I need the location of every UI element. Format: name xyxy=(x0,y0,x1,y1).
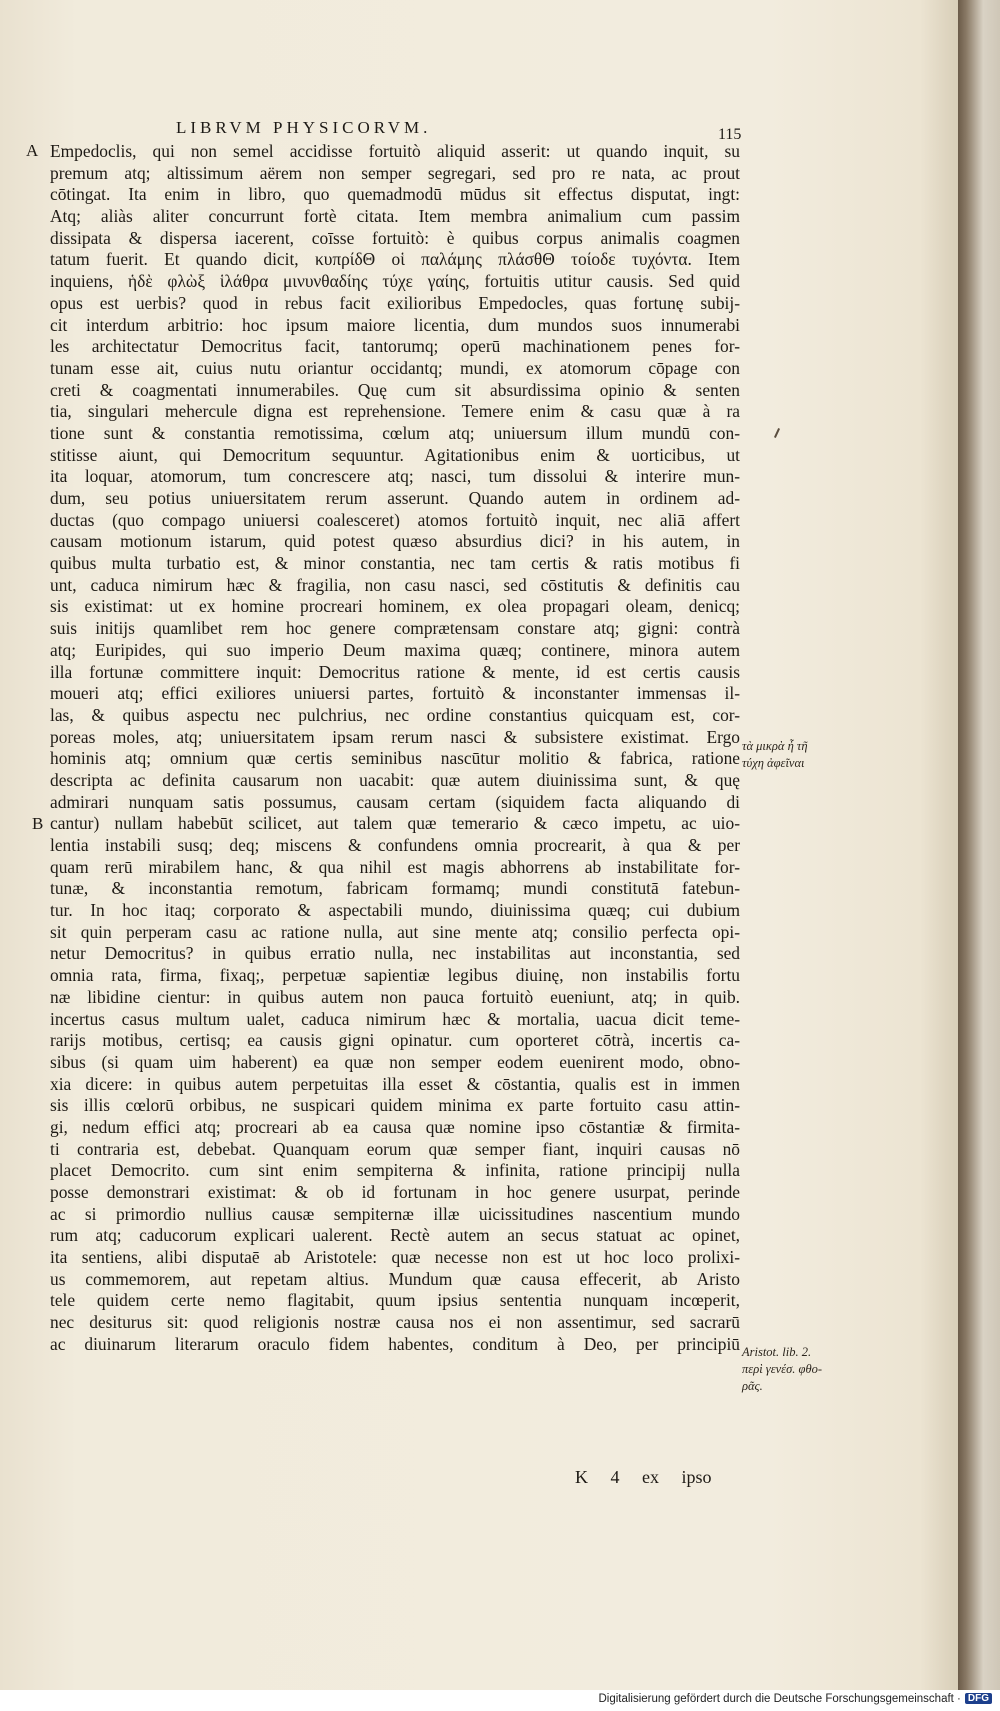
text-line: rarijs motibus, certisq; ea causis gigni opinatur. cum oporteret cōtrà, incertis ca- xyxy=(50,1030,740,1051)
text-line: gi, nedum effici atq; procreari ab ea causa quæ nomine ipso cōstantiæ & firmita- xyxy=(50,1116,740,1137)
text-line: sis illis cœlorū orbibus, ne suspicari quidem minima ex parte fortuito casu attin- xyxy=(50,1095,740,1116)
text-line: tatum fuerit. Et quando dicit, κυπρίδΘ οἱ παλάμης πλάσθΘ τοίοδε τυχόντα. Item xyxy=(50,249,740,270)
section-letter-b: B xyxy=(32,814,44,833)
text-line: Atq; aliàs aliter concurrunt fortè citata. Item membra animalium cum passim xyxy=(50,206,740,227)
marginal-note-line: τύχη ἀφεῖναι xyxy=(742,756,805,770)
signature-mark: K 4 xyxy=(575,1467,620,1487)
text-line: ac diuinarum literarum oraculo fidem habentes, conditum à Deo, per principiū xyxy=(50,1333,740,1354)
text-line: incertus casus multum ualet, caduca nimirum hæc & mortalia, uacua dicit teme- xyxy=(50,1008,740,1029)
text-line: ita sentiens, alibi disputaē ab Aristotele: quæ necesse non est ut hoc loco prolixi- xyxy=(50,1247,740,1268)
section-letter-a: A xyxy=(26,141,39,160)
text-line: stitisse aiunt, qui Democritum sequuntur. Agitationibus enim & uorticibus, ut xyxy=(50,444,740,465)
text-line: inquiens, ἡδὲ φλὼξ ἱλάθρα μινυνθαδίης τύχε γαίης, fortuitis utitur causis. Sed quid xyxy=(50,271,740,292)
text-line: cit interdum arbitrio: hoc ipsum maiore licentia, dum mundos suos innumerabi xyxy=(50,314,740,335)
text-line: tunam esse ait, cuius nutu oriantur occidantq; mundi, ex atomorum cōpage con xyxy=(50,357,740,378)
text-line: lentia instabili susq; deq; miscens & confundens omnia procrearit, à qua & per xyxy=(50,835,740,855)
text-line: quam rerū mirabilem hanc, & qua nihil est magis abhorrens ab instabilitate for- xyxy=(50,856,740,877)
dfg-logo: DFG xyxy=(965,1693,992,1704)
signature-line xyxy=(575,1467,712,1488)
text-line: quibus multa turbatio est, & minor constantia, nec tam certis & ratis motibus fi xyxy=(50,553,740,574)
text-line: moueri atq; effici exiliores uniuersi partes, fortuitò & inconstanter immensas il- xyxy=(50,683,740,704)
text-line: placet Democrito. cum sint enim sempiterna & infinita, ratione principij nulla xyxy=(50,1160,740,1181)
text-line: las, & quibus aspectu nec pulchrius, nec ordine constantius quicquam est, cor- xyxy=(50,704,740,725)
text-line: nec desiturus sit: quod religionis nostræ causa nos ei non assentimur, sed sacrarū xyxy=(50,1312,740,1333)
text-line: dissipata & dispersa iacerent, coīsse fortuitò: è quibus corpus animalis coagmen xyxy=(50,227,740,248)
text-line: les architectatur Democritus facit, tantorumq; operū machinationem penes for- xyxy=(50,336,740,357)
text-line: atq; Euripides, qui suo imperio Deum maxima quæq; continere, minora autem xyxy=(50,639,740,660)
text-line: dum, seu potius uniuersitatem rerum asserunt. Quando autem in ordinem ad- xyxy=(50,488,740,508)
text-line: tia, singulari mehercule digna est reprehensione. Temere enim & casu quæ à ra xyxy=(50,401,740,422)
text-line: omnia rata, firma, fixaq;, perpetuæ sapientiæ legibus diuinę, non instabilis fortu xyxy=(50,965,740,986)
marginal-note-line: ρᾶς. xyxy=(742,1379,763,1393)
marginal-note-aristotle xyxy=(742,1344,862,1395)
text-line: us commemorem, aut repetam altius. Mundum quæ causa effecerit, ab Aristo xyxy=(50,1268,740,1289)
text-line: tele quidem certe nemo flagitabit, quum ipsius sententia nunquam incœperit, xyxy=(50,1290,740,1311)
marginal-note-line: περὶ γενέσ. φθο- xyxy=(742,1362,822,1376)
text-line: poreas moles, atq; uniuersitatem ipsam rerum nasci & subsistere existimat. Ergo xyxy=(50,726,740,747)
running-head: LIBRVM PHYSICORVM. xyxy=(176,118,432,137)
text-line: posse demonstrari existimat: & ob id fortunam in hoc genere usurpat, perinde xyxy=(50,1182,740,1202)
marginal-note-greek xyxy=(742,738,862,772)
text-line: tunæ, & inconstantia remotum, fabricam formamq; mundi constitutā fatebun- xyxy=(50,878,740,899)
marginal-note-line: τὰ μικρὰ ἦ τῆ xyxy=(742,739,808,753)
text-line: ti contraria est, debebat. Quanquam eorum quæ semper fiant, inquiri causas nō xyxy=(50,1138,740,1159)
footer-credit xyxy=(598,1693,992,1705)
text-line: ita loquar, atomorum, tum concrescere atq; nasci, tum dissolui & interire mun- xyxy=(50,466,740,487)
text-line: admirari nunquam satis possumus, causam certam (siquidem facta aliquando di xyxy=(50,791,740,812)
page-number: 115 xyxy=(718,126,742,143)
text-line: illa fortunæ committere inquit: Democritus ratione & mente, id est certis causis xyxy=(50,661,740,682)
text-line: Empedoclis, qui non semel accidisse fortuitò aliquid asserit: ut quando inquit, su xyxy=(50,141,740,161)
text-line: descripta ac definita causarum non uacabit: quæ autem diuinissima sunt, & quę xyxy=(50,769,740,790)
text-line: ac si primordio nullius causæ sempiternæ illæ uicissitudines nascentium mundo xyxy=(50,1203,740,1224)
text-line: rum atq; caducorum explicari ualerent. Rectè autem an secus statuat ac opinet, xyxy=(50,1225,740,1246)
book-edge-strip xyxy=(958,0,1000,1690)
text-line: hominis atq; omnium quæ certis seminibus nascūtur molitio & fabrica, ratione xyxy=(50,748,740,769)
text-line: sis existimat: ut ex homine procreari hominem, ex olea propagari oleam, denicq; xyxy=(50,596,740,617)
catchword: ex ipso xyxy=(642,1467,712,1487)
text-line: suis initijs quamlibet rem hoc genere comprætensam constare atq; gigni: contrà xyxy=(50,618,740,639)
text-line: næ libidine cientur: in quibus autem non pauca fortuitò eueniunt, atq; in quib. xyxy=(50,986,740,1007)
text-line: causam motionum istarum, quid potest quæso absurdius dici? in his autem, in xyxy=(50,531,740,552)
text-line: xia dicere: in quibus autem perpetuitas illa esset & cōstantia, qualis est in immen xyxy=(50,1073,740,1094)
text-line: unt, caduca nimirum hæc & fragilia, non casu nasci, sed cōstitutis & definitis cau xyxy=(50,574,740,595)
marginal-note-line: Aristot. lib. 2. xyxy=(742,1345,812,1359)
main-text-block xyxy=(50,141,740,1356)
text-line: tione sunt & constantia remotissima, cœlum atq; uniuersum illum mundū con- xyxy=(50,422,740,443)
text-line: creti & coagmentati innumerabiles. Quę cum sit absurdissima opinio & senten xyxy=(50,379,740,400)
text-line: sibus (si quam uim haberent) ea quæ non semper eodem euenirent modo, obno- xyxy=(50,1051,740,1072)
text-line: cantur) nullam habebūt scilicet, aut talem quæ temerario & cæco impetu, ac uio- xyxy=(50,813,740,834)
text-line: netur Democritus? in quibus erratio nulla, nec instabilitas aut inconstantia, sed xyxy=(50,943,740,964)
text-line: sit quin perperam casu ac ratione nulla, aut sine mente atq; consilio perfecta opi- xyxy=(50,921,740,942)
footer-credit-text: Digitalisierung gefördert durch die Deutsche Forschungsgemeinschaft · xyxy=(598,1693,961,1705)
text-line: premum atq; altissimum aërem non semper segregari, sed pro re nata, ac prout xyxy=(50,162,740,183)
text-line: tur. In hoc itaq; corporato & aspectabili mundo, diuinissima quæq; cui dubium xyxy=(50,900,740,921)
text-line: cōtingat. Ita enim in libro, quo quemadmodū mūdus sit effectus disputat, ingt: xyxy=(50,184,740,205)
text-line: ductas (quo compago uniuersi coalesceret) atomos fortuitò inquit, nec aliā affert xyxy=(50,509,740,530)
text-line: opus est uerbis? quod in rebus facit exilioribus Empedocles, quas fortunę subij- xyxy=(50,292,740,313)
